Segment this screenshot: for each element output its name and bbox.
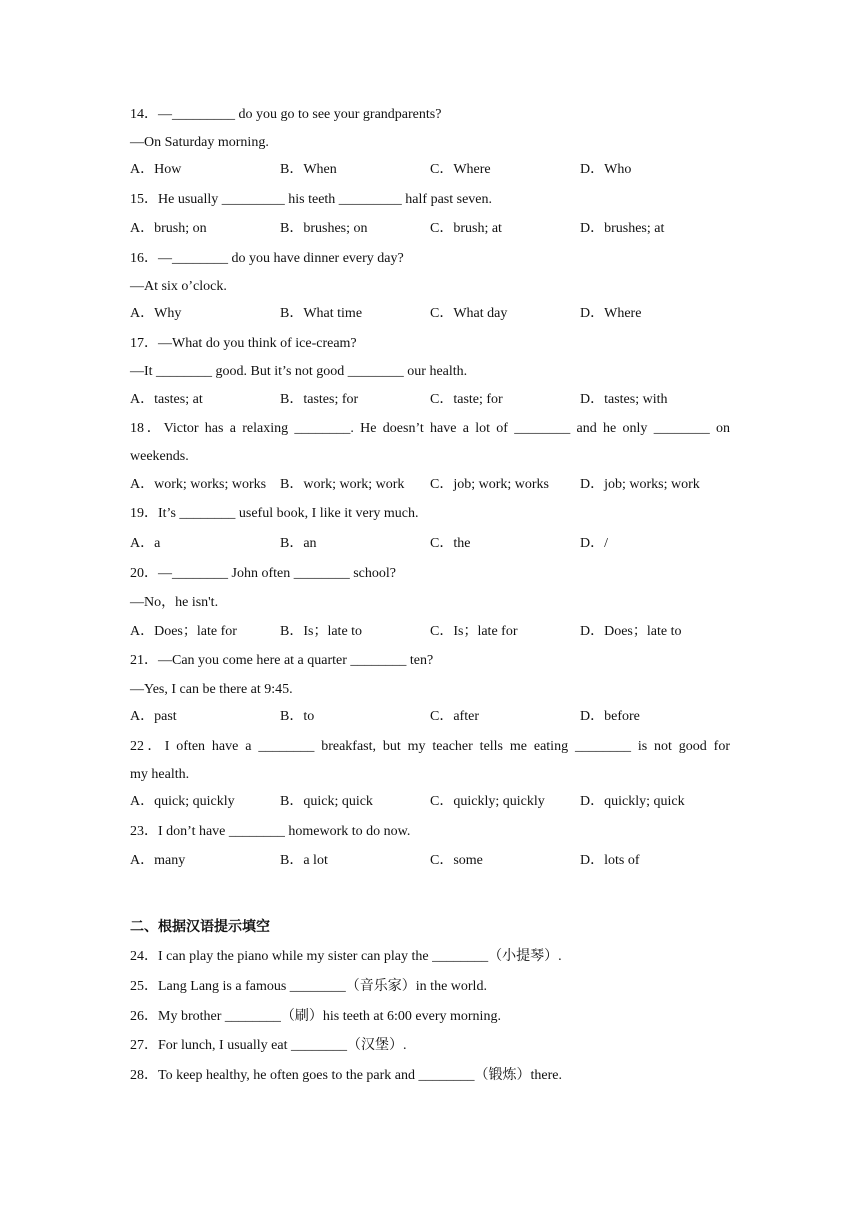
option-b[interactable]: B．quick; quick [280, 794, 373, 809]
option-b[interactable]: B．Is；late to [280, 624, 363, 639]
option-b[interactable]: B．What time [280, 306, 363, 321]
question-17: 17．—What do you think of ice-cream? [130, 336, 357, 351]
option-d[interactable]: D．lots of [580, 853, 640, 868]
fill-question-25: 25．Lang Lang is a famous ________（音乐家）in the world. [130, 979, 487, 994]
option-c[interactable]: C．brush; at [430, 221, 502, 236]
option-a[interactable]: A．tastes; at [130, 392, 203, 407]
option-a[interactable]: A．work; works; works [130, 477, 267, 492]
question-22-options [130, 793, 730, 811]
question-15: 15．He usually _________ his teeth _________ half past seven. [130, 192, 493, 207]
question-22: 22．I often have a ________ breakfast, but my teacher tells me eating ________ is not good for [130, 739, 730, 754]
option-d[interactable]: D．Does；late to [580, 624, 682, 639]
option-b[interactable]: B．to [280, 709, 315, 724]
option-c[interactable]: C．job; work; works [430, 477, 549, 492]
question-21: 21．—Can you come here at a quarter ________ ten? [130, 653, 434, 668]
question-23: 23．I don’t have ________ homework to do now. [130, 824, 411, 839]
question-19-options [130, 535, 730, 553]
option-a[interactable]: A．Why [130, 306, 182, 321]
question-17-options [130, 391, 730, 409]
question-19: 19．It’s ________ useful book, I like it very much. [130, 506, 419, 521]
fill-question-26: 26．My brother ________（刷）his teeth at 6:00 every morning. [130, 1009, 501, 1024]
option-c[interactable]: C．the [430, 536, 471, 551]
question-20: 20．—________ John often ________ school? [130, 566, 396, 581]
question-22-continued: my health. [130, 767, 190, 782]
option-c[interactable]: C．taste; for [430, 392, 503, 407]
option-b[interactable]: B．a lot [280, 853, 328, 868]
option-d[interactable]: D．Where [580, 306, 642, 321]
fill-question-24: 24．I can play the piano while my sister can play the ________（小提琴）. [130, 949, 562, 964]
option-d[interactable]: D．quickly; quick [580, 794, 685, 809]
question-17-answer: —It ________ good. But it’s not good ________ our health. [130, 364, 468, 379]
option-a[interactable]: A．many [130, 853, 186, 868]
option-a[interactable]: A．quick; quickly [130, 794, 235, 809]
option-a[interactable]: A．brush; on [130, 221, 207, 236]
question-20-options [130, 623, 730, 641]
option-d[interactable]: D．tastes; with [580, 392, 668, 407]
option-d[interactable]: D．job; works; work [580, 477, 700, 492]
question-21-options [130, 708, 730, 726]
option-c[interactable]: C．What day [430, 306, 508, 321]
fill-question-27: 27．For lunch, I usually eat ________（汉堡）. [130, 1038, 407, 1053]
option-b[interactable]: B．brushes; on [280, 221, 368, 236]
option-b[interactable]: B．tastes; for [280, 392, 359, 407]
section-heading: 二、根据汉语提示填空 [130, 919, 270, 935]
question-23-options [130, 852, 730, 870]
option-b[interactable]: B．work; work; work [280, 477, 405, 492]
option-d[interactable]: D．/ [580, 536, 608, 551]
option-a[interactable]: A．Does；late for [130, 624, 237, 639]
question-21-answer: —Yes, I can be there at 9:45. [130, 682, 293, 697]
option-d[interactable]: D．Who [580, 162, 632, 177]
option-c[interactable]: C．quickly; quickly [430, 794, 545, 809]
option-c[interactable]: C．some [430, 853, 483, 868]
question-18-continued: weekends. [130, 449, 189, 464]
option-d[interactable]: D．before [580, 709, 640, 724]
option-c[interactable]: C．Where [430, 162, 491, 177]
question-16-answer: —At six o’clock. [130, 279, 227, 294]
question-18: 18．Victor has a relaxing ________. He doesn’t have a lot of ________ and he only ________ on [130, 421, 730, 436]
question-15-options [130, 220, 730, 238]
question-14: 14．—_________ do you go to see your grandparents? [130, 107, 442, 122]
option-c[interactable]: C．Is；late for [430, 624, 518, 639]
option-a[interactable]: A．How [130, 162, 182, 177]
question-20-answer: —No，he isn't. [130, 595, 219, 610]
question-14-options [130, 161, 730, 179]
question-16: 16．—________ do you have dinner every day? [130, 251, 404, 266]
fill-question-28: 28．To keep healthy, he often goes to the park and ________（锻炼）there. [130, 1068, 563, 1083]
question-18-options [130, 476, 730, 494]
question-14-answer: —On Saturday morning. [130, 135, 269, 150]
option-b[interactable]: B．When [280, 162, 337, 177]
option-c[interactable]: C．after [430, 709, 479, 724]
option-a[interactable]: A．past [130, 709, 177, 724]
question-16-options [130, 305, 730, 323]
option-b[interactable]: B．an [280, 536, 317, 551]
option-d[interactable]: D．brushes; at [580, 221, 665, 236]
option-a[interactable]: A．a [130, 536, 161, 551]
